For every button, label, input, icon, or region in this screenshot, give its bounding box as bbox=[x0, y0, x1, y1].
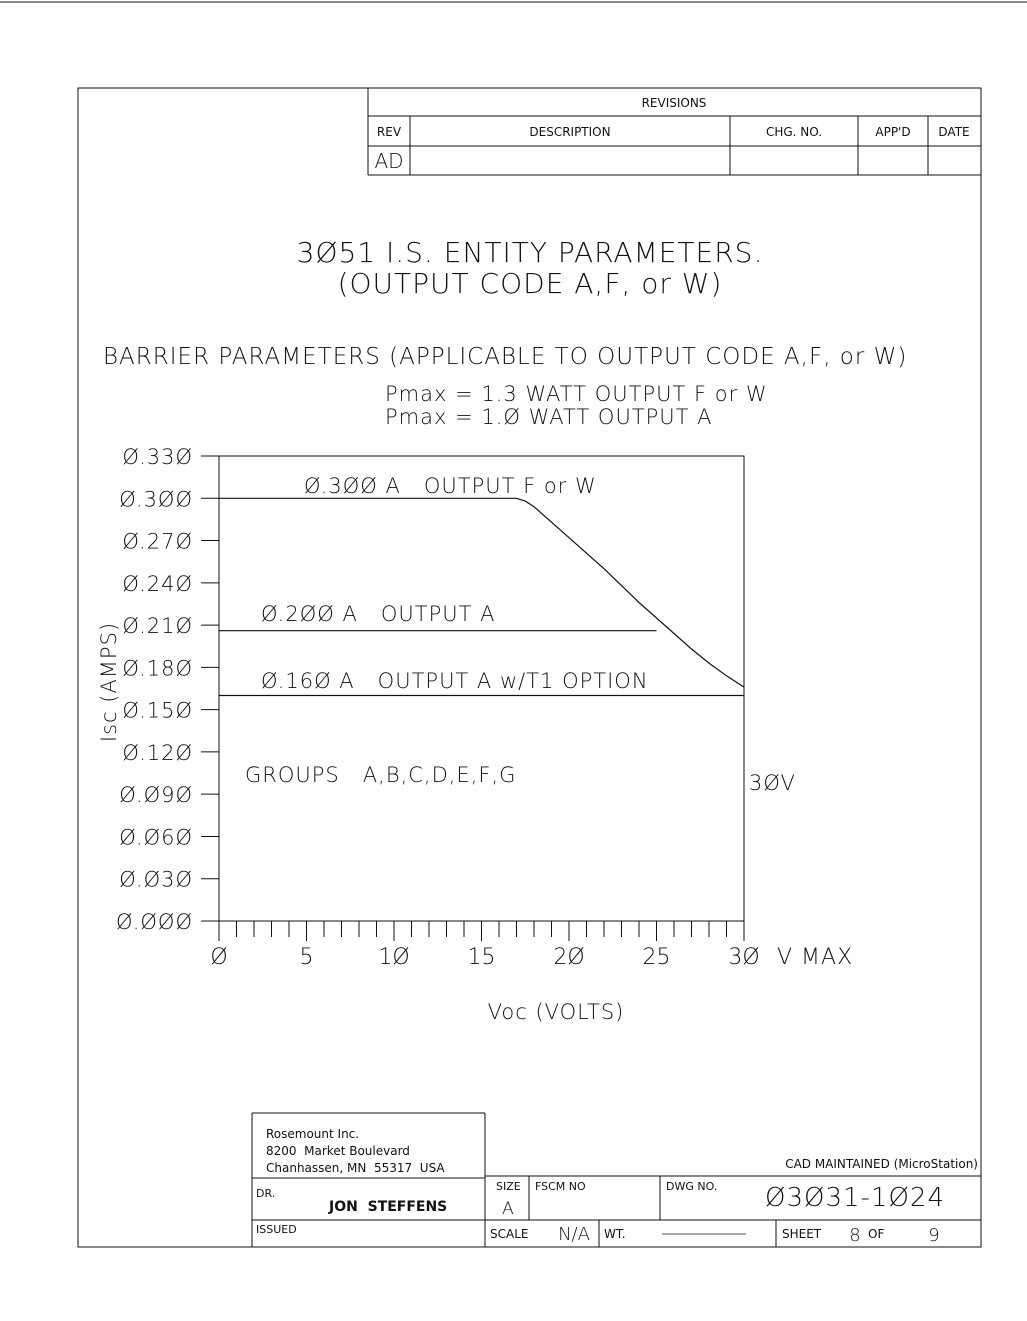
barrier-heading: BARRIER PARAMETERS (APPLICABLE TO OUTPUT CODE A,F, or W) bbox=[103, 344, 908, 370]
dr-name: JON STEFFENS bbox=[329, 1199, 448, 1215]
revisions-block bbox=[368, 88, 981, 175]
page-title-line2: (OUTPUT CODE A,F, or W) bbox=[337, 267, 723, 300]
company-address: 8200 Market Boulevard bbox=[266, 1144, 410, 1158]
y-tick-label: Ø.3ØØ bbox=[119, 487, 193, 512]
y-tick-label: Ø.15Ø bbox=[122, 698, 193, 723]
y-tick-label: Ø.24Ø bbox=[122, 571, 193, 596]
y-tick-label: Ø.27Ø bbox=[122, 529, 193, 554]
x-tick-label: 15 bbox=[467, 945, 496, 970]
chg-no-col-header: CHG. NO. bbox=[765, 125, 823, 139]
x-max-label: V MAX bbox=[777, 945, 854, 970]
dr-label: DR. bbox=[256, 1187, 276, 1200]
issued-label: ISSUED bbox=[256, 1223, 297, 1236]
x-axis bbox=[210, 921, 759, 970]
cad-note: CAD MAINTAINED (MicroStation) bbox=[785, 1157, 978, 1171]
y-tick-label: Ø.Ø6Ø bbox=[119, 825, 193, 850]
y-axis-label: Isc (AMPS) bbox=[97, 621, 121, 743]
x-tick-label: Ø bbox=[210, 945, 228, 970]
x-tick-label: 25 bbox=[642, 945, 671, 970]
wt-label: WT. bbox=[604, 1227, 626, 1241]
isc-voc-chart bbox=[97, 445, 853, 1024]
series-layer bbox=[219, 498, 744, 695]
series-label-a: Ø.2ØØ A OUTPUT A bbox=[261, 602, 496, 626]
x-tick-label: 1Ø bbox=[378, 945, 410, 970]
scale-value: N/A bbox=[558, 1224, 590, 1245]
rev-value: AD bbox=[374, 149, 404, 173]
page-title-line1: 3Ø51 I.S. ENTITY PARAMETERS. bbox=[296, 236, 764, 269]
fscm-label: FSCM NO bbox=[535, 1180, 586, 1193]
groups-annotation: GROUPS A,B,C,D,E,F,G bbox=[245, 763, 517, 787]
sheet-label: SHEET bbox=[782, 1227, 822, 1241]
company-name: Rosemount Inc. bbox=[266, 1127, 360, 1141]
company-city: Chanhassen, MN 55317 USA bbox=[266, 1161, 445, 1175]
x-tick-label: 3Ø bbox=[728, 945, 760, 970]
y-tick-label: Ø.21Ø bbox=[122, 614, 193, 639]
y-tick-label: Ø.ØØØ bbox=[116, 910, 193, 934]
y-tick-label: Ø.12Ø bbox=[122, 740, 193, 765]
size-label: SIZE bbox=[496, 1180, 521, 1193]
of-label: OF bbox=[868, 1227, 885, 1241]
rev-col-header: REV bbox=[376, 125, 402, 139]
appd-col-header: APP'D bbox=[875, 125, 911, 139]
date-col-header: DATE bbox=[938, 125, 970, 139]
pmax-line-2: Pmax = 1.Ø WATT OUTPUT A bbox=[385, 405, 713, 429]
series-line-0 bbox=[219, 498, 744, 687]
y-axis bbox=[116, 445, 219, 934]
y-tick-label: Ø.Ø3Ø bbox=[119, 867, 193, 892]
description-col-header: DESCRIPTION bbox=[529, 125, 611, 139]
voltage-annotation: 3ØV bbox=[749, 771, 796, 795]
series-label-fw: Ø.3ØØ A OUTPUT F or W bbox=[304, 474, 597, 498]
series-label-t1: Ø.16Ø A OUTPUT A w/T1 OPTION bbox=[261, 669, 649, 693]
pmax-line-1: Pmax = 1.3 WATT OUTPUT F or W bbox=[385, 382, 768, 406]
title-block bbox=[252, 1113, 981, 1247]
y-tick-label: Ø.33Ø bbox=[122, 445, 193, 469]
dwg-label: DWG NO. bbox=[666, 1180, 718, 1193]
revisions-heading: REVISIONS bbox=[641, 96, 707, 110]
sheet-number: 8 bbox=[849, 1225, 861, 1246]
y-tick-label: Ø.18Ø bbox=[122, 656, 193, 681]
size-value: A bbox=[502, 1199, 514, 1219]
drawing-number: Ø3Ø31-1Ø24 bbox=[764, 1183, 946, 1213]
x-axis-label: Voc (VOLTS) bbox=[487, 1000, 625, 1024]
sheet-total: 9 bbox=[928, 1225, 940, 1246]
x-tick-label: 5 bbox=[299, 945, 314, 970]
y-tick-label: Ø.Ø9Ø bbox=[119, 783, 193, 808]
scale-label: SCALE bbox=[490, 1227, 529, 1241]
x-tick-label: 2Ø bbox=[553, 945, 585, 970]
